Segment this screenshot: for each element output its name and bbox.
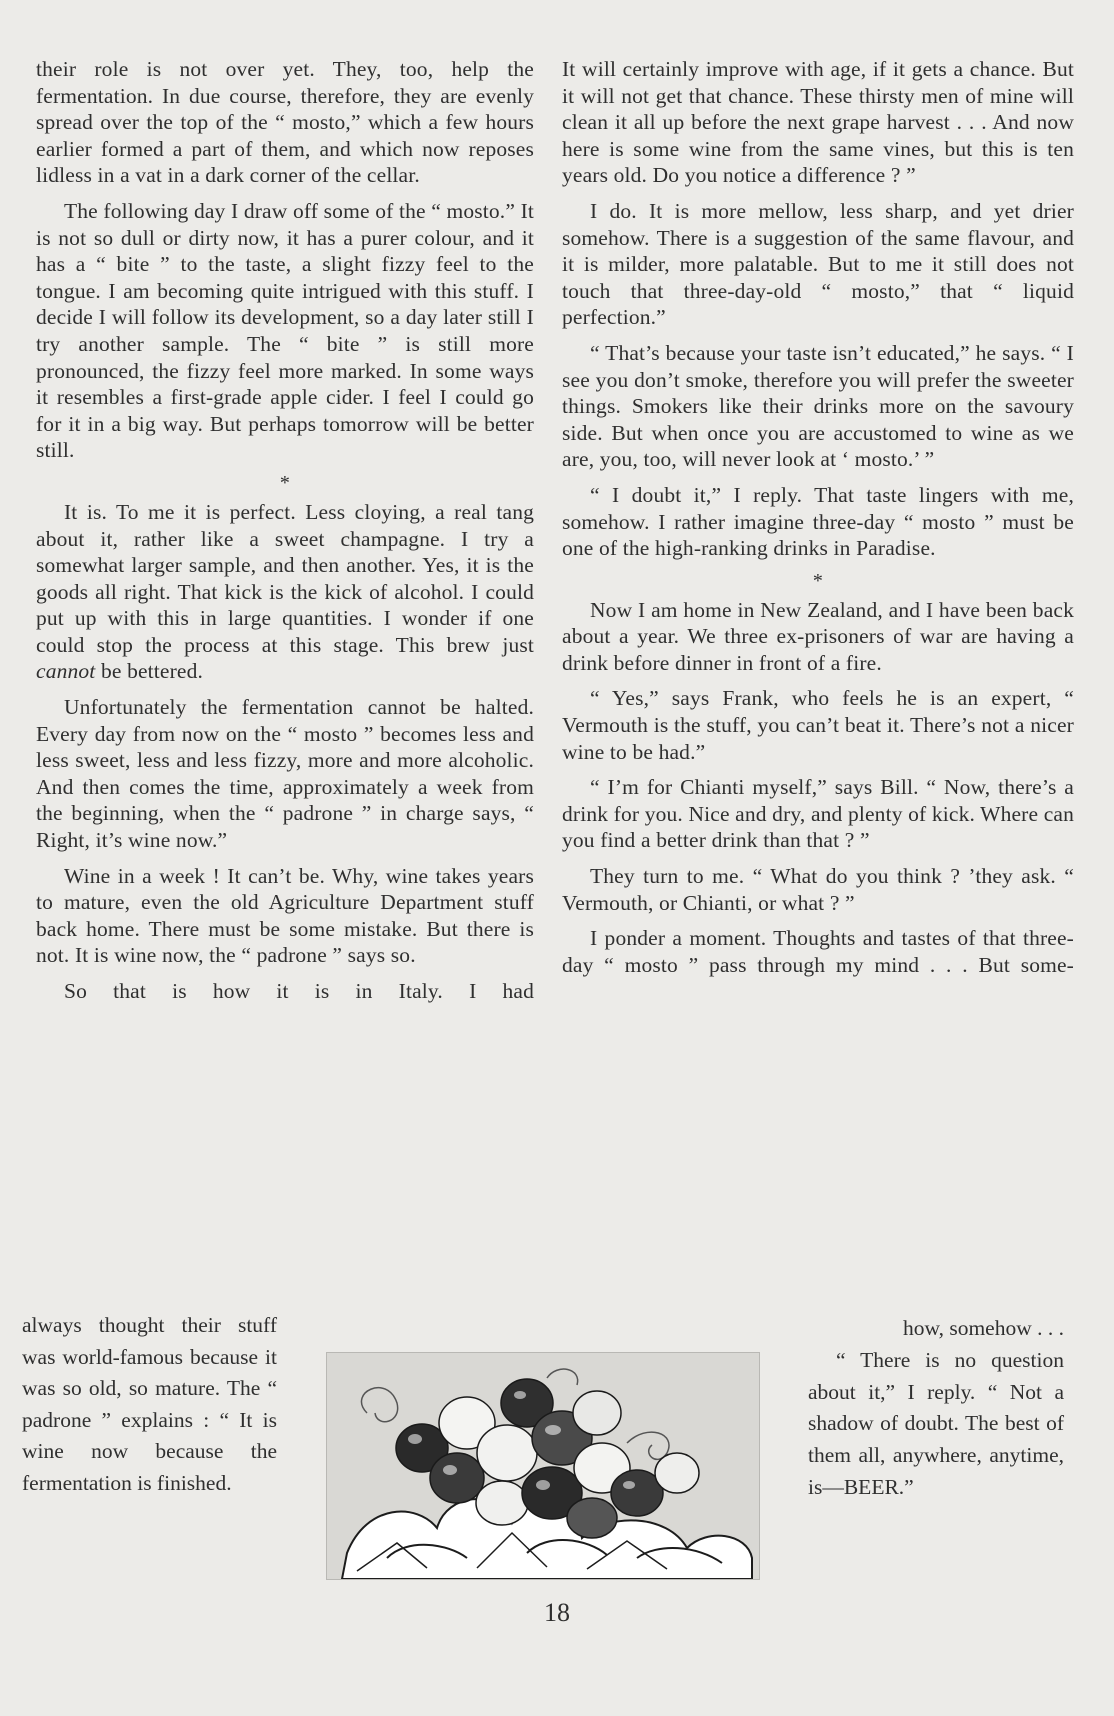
section-separator: * [812, 569, 824, 592]
paragraph-text: It is. To me it is perfect. Less cloying, a real tang about it, rather like a sweet champagne. I try a somewhat larger sample, and then another. Yes, it is the goods all right. That kick is the kick of alcohol. I could put up with this in large quantities. I wonder if one could stop the process at this stage. This brew just [36, 499, 534, 657]
paragraph: Wine in a week ! It can’t be. Why, wine takes years to mature, even the old Agriculture Department stuff back home. There must be some mistake. But there is not. It is wine now, the “ padrone ” says so. [36, 863, 534, 968]
paragraph: how, somehow . . . [902, 1316, 1064, 1340]
paragraph: “ That’s because your taste isn’t educated,” he says. “ I see you don’t smoke, therefore you will prefer the sweeter things. Smokers like their drinks more on the savoury side. But when once you are accustomed to wine as we are, you, too, will never look at ‘ mosto.’ ” [562, 340, 1074, 472]
paragraph: The following day I draw off some of the “ mosto.” It is not so dull or dirty now, it has a purer colour, and it has a “ bite ” to the taste, a slight fizzy feel to the tongue. I am becoming quite intrigued with this stuff. I decide I will follow its development, so a day later still I try another sample. The “ bite ” is still more pronounced, the fizzy feel more marked. In some ways it resembles a first-grade apple cider. I feel I could go for it in a big way. But perhaps tomorrow will be better still. [36, 198, 534, 463]
paragraph-text: be bettered. [95, 659, 204, 684]
paragraph: I ponder a moment. Thoughts and tastes of that three-day “ mosto ” pass through my mind . . . But some- [562, 926, 1074, 977]
paragraph: Unfortunately the fermentation cannot be halted. Every day from now on the “ mosto ” becomes less and less sweet, less and less fizzy, more and more alcoholic. And then comes the time, approximately a week from the beginning, when the “ padrone ” in charge says, “ Right, it’s wine now.” [36, 695, 534, 853]
paragraph: It will certainly improve with age, if it gets a chance. But it will not get that chance. These thirsty men of mine will clean it all up before the next grape harvest . . . And now here is some wine from the same vines, but this is ten years old. Do you notice a difference ? ” [562, 57, 1074, 188]
section-separator: * [279, 471, 291, 494]
paragraph: “ Yes,” says Frank, who feels he is an expert, “ Vermouth is the stuff, you can’t beat it. There’s not a nicer wine to be had.” [562, 686, 1074, 764]
grapes-illustration-icon [326, 1352, 760, 1580]
paragraph: They turn to me. “ What do you think ? ’they ask. “ Vermouth, or Chianti, or what ? ” [562, 864, 1074, 915]
paragraph: always thought their stuff was world-famous because it was so old, so mature. The “ padrone ” explains : “ It is wine now because the fermentation is finished. [22, 1313, 277, 1495]
paragraph [36, 499, 534, 685]
paragraph: their role is not over yet. They, too, help the fermentation. In due course, therefore, they are evenly spread over the top of the “ mosto,” which a few hours earlier formed a part of them, and which now reposes lidless in a vat in a dark corner of the cellar. [36, 57, 534, 188]
emphasis-text: cannot [36, 659, 96, 684]
paragraph: I do. It is more mellow, less sharp, and yet drier somehow. There is a suggestion of the same flavour, and it is milder, more palatable. But to me it still does not touch that three-day-old “ mosto,” that “ liquid perfection.” [562, 198, 1074, 330]
right-column [562, 56, 1074, 987]
left-column-continuation [22, 1310, 277, 1499]
paragraph: “ I’m for Chianti myself,” says Bill. “ Now, there’s a drink for you. Nice and dry, and plenty of kick. Where can you find a better drink than that ? ” [562, 775, 1074, 853]
paragraph: Now I am home in New Zealand, and I have been back about a year. We three ex-prisoners of war are having a drink before dinner in front of a fire. [562, 597, 1074, 675]
paragraph: “ There is no question about it,” I reply. “ Not a shadow of doubt. The best of them all, anywhere, anytime, is—BEER.” [808, 1347, 1064, 1499]
grapes-drawing [327, 1353, 759, 1579]
page-number: 18 [544, 1598, 570, 1627]
left-column [36, 56, 534, 1014]
paragraph: So that is how it is in Italy. I had [64, 979, 534, 1003]
right-column-continuation [808, 1313, 1064, 1504]
paragraph: “ I doubt it,” I reply. That taste lingers with me, somehow. I rather imagine three-day “ mosto ” must be one of the high-ranking drinks in Paradise. [562, 482, 1074, 561]
